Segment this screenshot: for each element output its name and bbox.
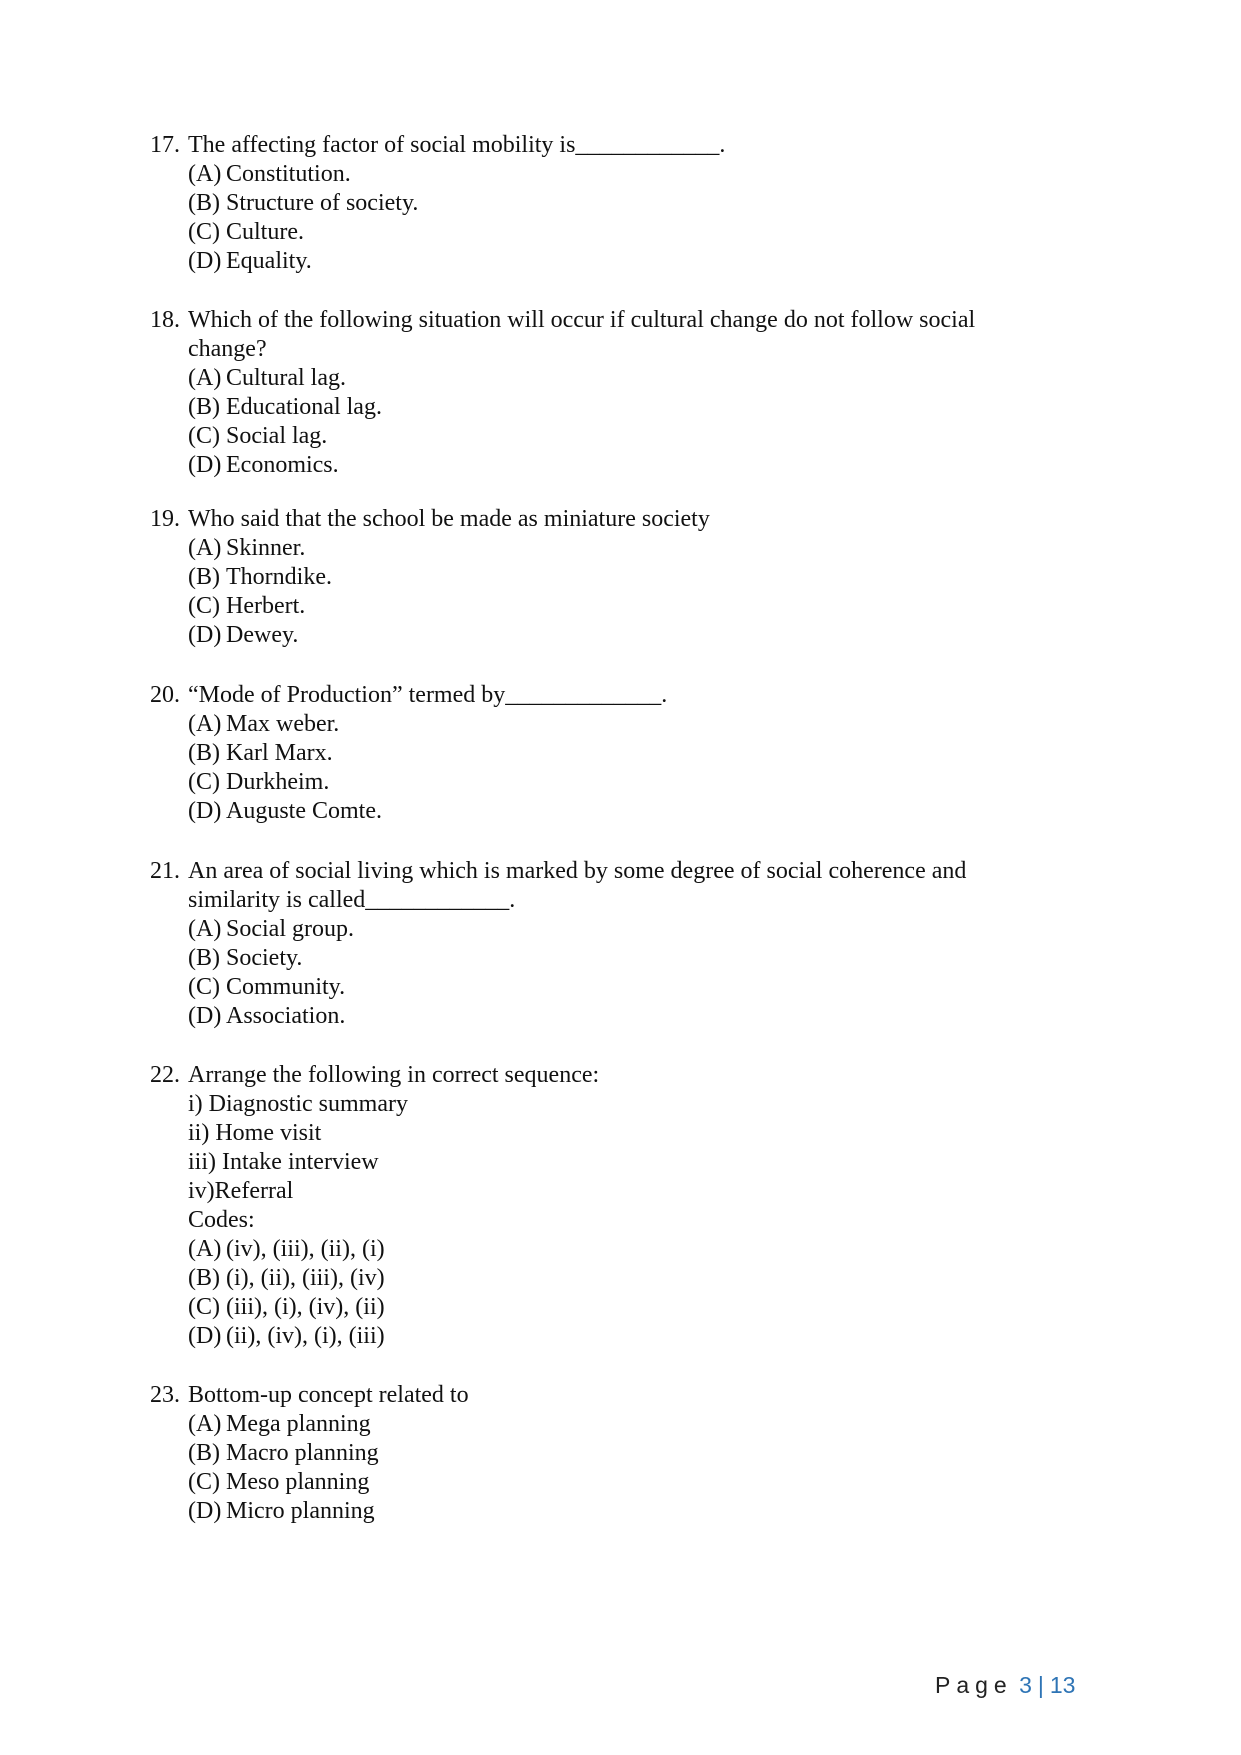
option-a: (A) Constitution. — [188, 161, 351, 187]
question-18 — [150, 306, 1108, 480]
sequence-item: i) Diagnostic summary — [188, 1091, 408, 1117]
question-20 — [150, 681, 1108, 826]
option-c: (C) Meso planning — [188, 1469, 370, 1495]
option-a: (A) (iv), (iii), (ii), (i) — [188, 1236, 385, 1262]
question-text: Which of the following situation will occur if cultural change do not follow social — [188, 307, 976, 333]
option-d: (D) Equality. — [188, 248, 312, 274]
codes-label: Codes: — [188, 1207, 255, 1233]
option-a: (A) Mega planning — [188, 1411, 371, 1437]
option-d: (D) Micro planning — [188, 1498, 375, 1524]
sequence-item: iii) Intake interview — [188, 1149, 379, 1175]
page-footer — [935, 1672, 1075, 1699]
option-b: (B) Structure of society. — [188, 190, 419, 216]
question-19 — [150, 505, 1108, 650]
option-b: (B) Karl Marx. — [188, 740, 333, 766]
option-a: (A) Cultural lag. — [188, 365, 346, 391]
question-text: An area of social living which is marked by some degree of social coherence and — [188, 858, 967, 884]
question-text: Bottom-up concept related to — [188, 1382, 469, 1408]
question-17 — [150, 131, 1108, 276]
page-current: 3 — [1019, 1672, 1032, 1698]
option-d: (D) Association. — [188, 1003, 346, 1029]
option-a: (A) Max weber. — [188, 711, 340, 737]
option-b: (B) Educational lag. — [188, 394, 382, 420]
option-a: (A) Skinner. — [188, 535, 306, 561]
question-number: 17. — [150, 132, 180, 158]
question-number: 19. — [150, 506, 180, 532]
option-c: (C) Herbert. — [188, 593, 306, 619]
sequence-item: iv)Referral — [188, 1178, 294, 1204]
question-number: 18. — [150, 307, 180, 333]
option-d: (D) Dewey. — [188, 622, 299, 648]
option-c: (C) Culture. — [188, 219, 304, 245]
option-c: (C) Durkheim. — [188, 769, 330, 795]
question-number: 21. — [150, 858, 180, 884]
question-23 — [150, 1381, 1108, 1526]
option-d: (D) Auguste Comte. — [188, 798, 382, 824]
question-text-continued: similarity is called____________. — [188, 887, 516, 913]
option-c: (C) Social lag. — [188, 423, 328, 449]
page-total: 13 — [1049, 1672, 1076, 1698]
option-a: (A) Social group. — [188, 916, 354, 942]
question-text-continued: change? — [188, 336, 267, 362]
question-number: 22. — [150, 1062, 180, 1088]
page-separator: | — [1037, 1672, 1044, 1698]
option-d: (D) (ii), (iv), (i), (iii) — [188, 1323, 385, 1349]
question-text: The affecting factor of social mobility is____________. — [188, 132, 726, 158]
option-b: (B) Society. — [188, 945, 303, 971]
option-b: (B) Thorndike. — [188, 564, 332, 590]
question-text: “Mode of Production” termed by_____________. — [188, 682, 668, 708]
question-number: 23. — [150, 1382, 180, 1408]
option-c: (C) (iii), (i), (iv), (ii) — [188, 1294, 385, 1320]
option-d: (D) Economics. — [188, 452, 339, 478]
page-label: Page — [935, 1672, 1013, 1698]
option-b: (B) (i), (ii), (iii), (iv) — [188, 1265, 385, 1291]
option-c: (C) Community. — [188, 974, 346, 1000]
sequence-item: ii) Home visit — [188, 1120, 322, 1146]
question-number: 20. — [150, 682, 180, 708]
question-22 — [150, 1061, 1108, 1351]
question-21 — [150, 857, 1108, 1031]
question-text: Who said that the school be made as miniature society — [188, 506, 710, 532]
question-text: Arrange the following in correct sequence: — [188, 1062, 600, 1088]
option-b: (B) Macro planning — [188, 1440, 379, 1466]
